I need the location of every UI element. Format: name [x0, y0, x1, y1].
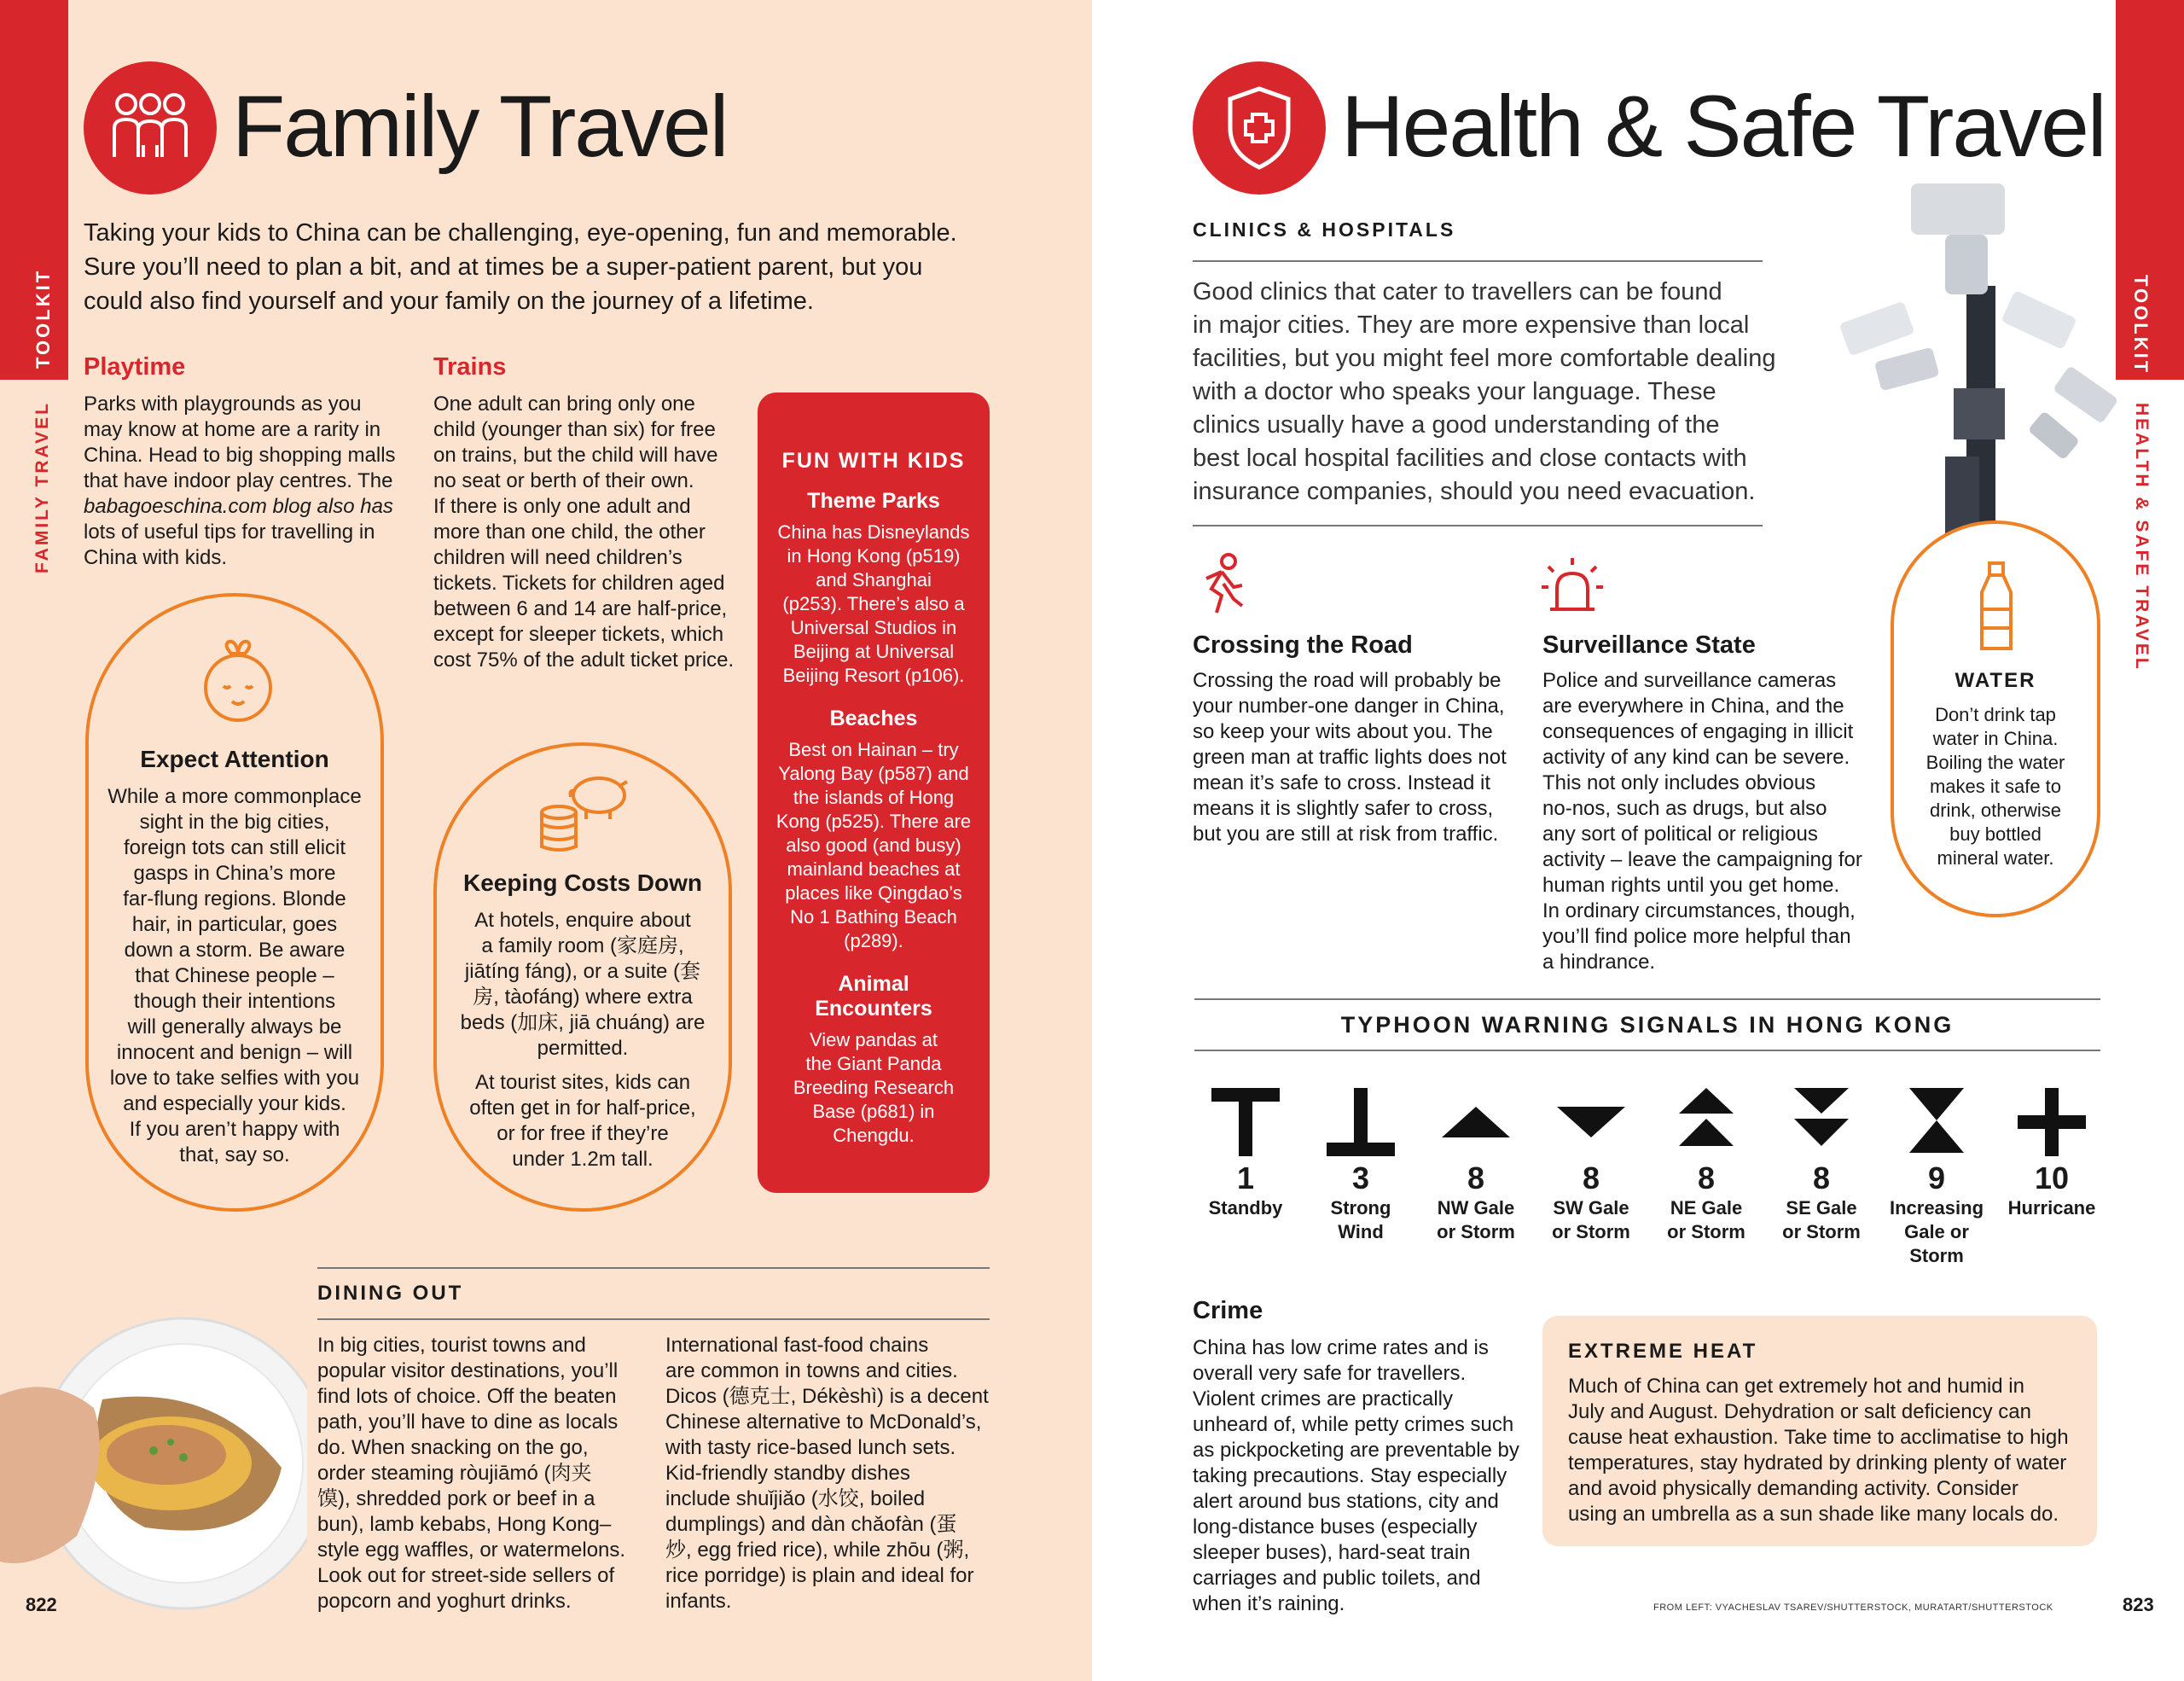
signal-up-triangle-icon [1442, 1088, 1510, 1156]
family-travel-side-label: FAMILY TRAVEL [32, 401, 52, 573]
intro-paragraph: Taking your kids to China can be challenging, eye-opening, fun and memorable. Sure you’ll need to plan a bit, and at times be a super-patient parent, but you could also find yourself and your family on the journey of a lifetime. [84, 219, 957, 315]
playtime-heading: Playtime [84, 353, 186, 381]
typhoon-signal-10: 10 Hurricane [1996, 1088, 2107, 1220]
baby-face-icon [191, 635, 285, 733]
medical-shield-icon [1193, 61, 1326, 195]
playtime-text: Parks with playgrounds as you may know at home are a rarity in China. Head to big shopping malls that have indoor play centres. The babagoeschina.com blog also has lots of useful tips for travelling in China with kids. [84, 393, 396, 569]
signal-double-up-icon [1672, 1088, 1740, 1156]
right-page [1092, 0, 2184, 1681]
page-title: Health & Safe Travel [1341, 78, 2106, 175]
clinics-rule-bottom [1193, 525, 1763, 526]
typhoon-signal-3: 3 Strong Wind [1305, 1088, 1416, 1244]
beaches-heading: Beaches [829, 707, 918, 730]
toolkit-tab-label: TOOLKIT [32, 268, 54, 369]
expect-attention-text: While a more commonplace sight in the big cities, foreign tots can still elicit gasps in China’s more far-flung regions. Blonde hair, in particular, goes down a storm. Be aware that Chinese people – though their intentions will generally always be innocent and benign – will love to take selfies with you and especially your kids. If you aren’t happy with that, say so. [107, 785, 362, 1166]
theme-parks-heading: Theme Parks [807, 489, 940, 513]
water-bottle-icon [1975, 560, 2018, 658]
page-number: 822 [26, 1594, 57, 1615]
signal-down-triangle-icon [1557, 1088, 1625, 1156]
crossing-road-heading: Crossing the Road [1193, 631, 1413, 659]
health-side-label: HEALTH & SAFE TRAVEL [2132, 403, 2152, 672]
trains-heading: Trains [433, 353, 507, 381]
signal-t-icon [1211, 1088, 1280, 1156]
alarm-light-icon [1540, 555, 1605, 620]
water-pill [1891, 521, 2100, 917]
typhoon-heading: TYPHOON WARNING SIGNALS IN HONG KONG [1340, 1012, 1955, 1038]
water-text: Don’t drink tap water in China. Boiling the water makes it safe to drink, otherwise buy bottled mineral water. [1926, 704, 2065, 869]
page-number: 823 [2123, 1594, 2154, 1615]
crime-heading: Crime [1193, 1297, 1263, 1324]
animal-encounters-heading: Animal Encounters [815, 972, 932, 1021]
crossing-road-section [1193, 631, 1517, 847]
trains-text: One adult can bring only one child (younger than six) for free on trains, but the child will have no seat or berth of their own. If there is only one adult and more than one child, the other children will need children’s tickets. Tickets for children aged between 6 and 14 are half-price, except for sleeper tickets, which cost 75% of the adult ticket price. [433, 393, 735, 672]
clinics-rule-top [1193, 260, 1763, 262]
water-heading: WATER [1955, 669, 2036, 692]
keeping-costs-heading: Keeping Costs Down [462, 870, 702, 896]
animal-encounters-text: View pandas at the Giant Panda Breeding Research Base (p681) in Chengdu. [793, 1029, 955, 1146]
piggy-bank-icon [535, 763, 637, 861]
crime-section [1193, 1297, 1525, 1617]
surveillance-section [1542, 631, 1884, 975]
signal-double-down-icon [1787, 1088, 1856, 1156]
photo-credit: FROM LEFT: VYACHESLAV TSAREV/SHUTTERSTOCK, MURATART/SHUTTERSTOCK [1653, 1602, 2053, 1613]
playtime-section [84, 353, 408, 571]
typhoon-signal-8-ne: 8 NE Gale or Storm [1651, 1088, 1762, 1244]
surveillance-text: Police and surveillance cameras are everywhere in China, and the consequences of engaging in illicit activity of any kind can be severe. This not only includes obvious no-nos, such as drugs, but also any sort of political or religious activity – leave the campaigning for human rights until you get home. In ordinary circumstances, though, you’ll find police more helpful than a hindrance. [1542, 669, 1862, 974]
clinics-text: Good clinics that cater to travellers can be found in major cities. They are more expensive than local facilities, but you might feel more comfortable dealing with a doctor who speaks your language. These clinics usually have a good understanding of the best local hospital facilities and close contacts with insurance companies, should you need evacuation. [1193, 278, 1776, 505]
dining-col-2: International fast-food chains are common in towns and cities. Dicos (德克士, Dékèshì) is a decent Chinese alternative to McDonald’s, with tasty rice-based lunch sets. Kid-friendly standby dishes include shuǐjiǎo (水饺, boiled dumplings) and dàn chǎofàn (蛋 炒, egg fried rice), while zhōu (粥, rice porridge) is plain and ideal for infants. [665, 1334, 989, 1613]
keeping-costs-pill [433, 742, 732, 1212]
dining-photo [0, 1314, 307, 1621]
typhoon-signal-8-sw: 8 SW Gale or Storm [1536, 1088, 1647, 1244]
signal-hourglass-icon [1902, 1088, 1971, 1156]
surveillance-heading: Surveillance State [1542, 631, 1756, 659]
typhoon-rule-top [1194, 998, 2100, 1000]
typhoon-signal-9: 9 Increasing Gale or Storm [1881, 1088, 1992, 1268]
fun-with-kids-heading: FUN WITH KIDS [781, 449, 966, 473]
crossing-road-text: Crossing the road will probably be your number-one danger in China, so keep your wits about you. The green man at traffic lights does not mean it’s safe to cross. Instead it means it is slightly safer to cross, but you are still at risk from traffic. [1193, 669, 1507, 846]
expect-attention-pill [85, 593, 384, 1212]
theme-parks-text: China has Disneylands in Hong Kong (p519) and Shanghai (p253). There’s also a Universal Studios in Beijing at Universal Beijing Resort (p106). [777, 521, 970, 686]
fun-with-kids-box [758, 393, 990, 1193]
keeping-costs-text: At hotels, enquire about a family room (家庭房, jiātíng fáng), or a suite (套 房, tàofáng) where extra beds (加床, jiā chuáng) are permitted. At tourist sites, kids can often get in for half-price, or for free if they’re under 1.2m tall. [460, 909, 706, 1171]
clinics-heading: CLINICS & HOSPITALS [1193, 218, 1456, 241]
beaches-text: Best on Hainan – try Yalong Bay (p587) and the islands of Hong Kong (p525). There are also good (and busy) mainland beaches at places like Qingdao’s No 1 Bathing Beach (p289). [775, 739, 972, 951]
dining-col-1: In big cities, tourist towns and popular visitor destinations, you’ll find lots of choice. Off the beaten path, you’ll have to dine as locals do. When snacking on the go, order steaming ròujiāmó (肉夹 馍), shredded pork or beef in a bun), lamb kebabs, Hong Kong– style egg waffles, or watermelons. Look out for street-side sellers of popcorn and yoghurt drinks. [317, 1334, 626, 1613]
dining-rule-bottom [317, 1318, 990, 1320]
pedestrian-icon [1194, 553, 1254, 621]
signal-inverted-t-icon [1327, 1088, 1395, 1156]
extreme-heat-heading: EXTREME HEAT [1568, 1340, 1758, 1363]
family-icon [84, 61, 217, 195]
extreme-heat-text: Much of China can get extremely hot and humid in July and August. Dehydration or salt deficiency can cause heat exhaustion. Take time to acclimatise to high temperatures, stay hydrated by drinking plenty of water and avoid physically demanding activity. Consider using an umbrella as a sun shade like many locals do. [1568, 1375, 2069, 1526]
page-title: Family Travel [232, 78, 728, 175]
expect-attention-heading: Expect Attention [140, 746, 329, 772]
typhoon-rule-bottom [1194, 1050, 2100, 1051]
dining-out-heading: DINING OUT [317, 1282, 464, 1305]
typhoon-signal-1: 1 Standby [1190, 1088, 1301, 1220]
toolkit-tab-label: TOOLKIT [2130, 275, 2152, 375]
typhoon-signal-8-nw: 8 NW Gale or Storm [1420, 1088, 1531, 1244]
extreme-heat-box [1542, 1316, 2097, 1546]
trains-section [433, 353, 758, 673]
signal-cross-icon [2018, 1088, 2086, 1156]
crime-text: China has low crime rates and is overall very safe for travellers. Violent crimes are practically unheard of, while petty crimes such as pickpocketing are preventable by taking precautions. Stay especially alert around bus stations, city and long-distance buses (especially sleeper buses), hard-seat train carriages and public toilets, and when it’s raining. [1193, 1336, 1519, 1615]
typhoon-signal-8-se: 8 SE Gale or Storm [1766, 1088, 1877, 1244]
dining-rule-top [317, 1267, 990, 1269]
